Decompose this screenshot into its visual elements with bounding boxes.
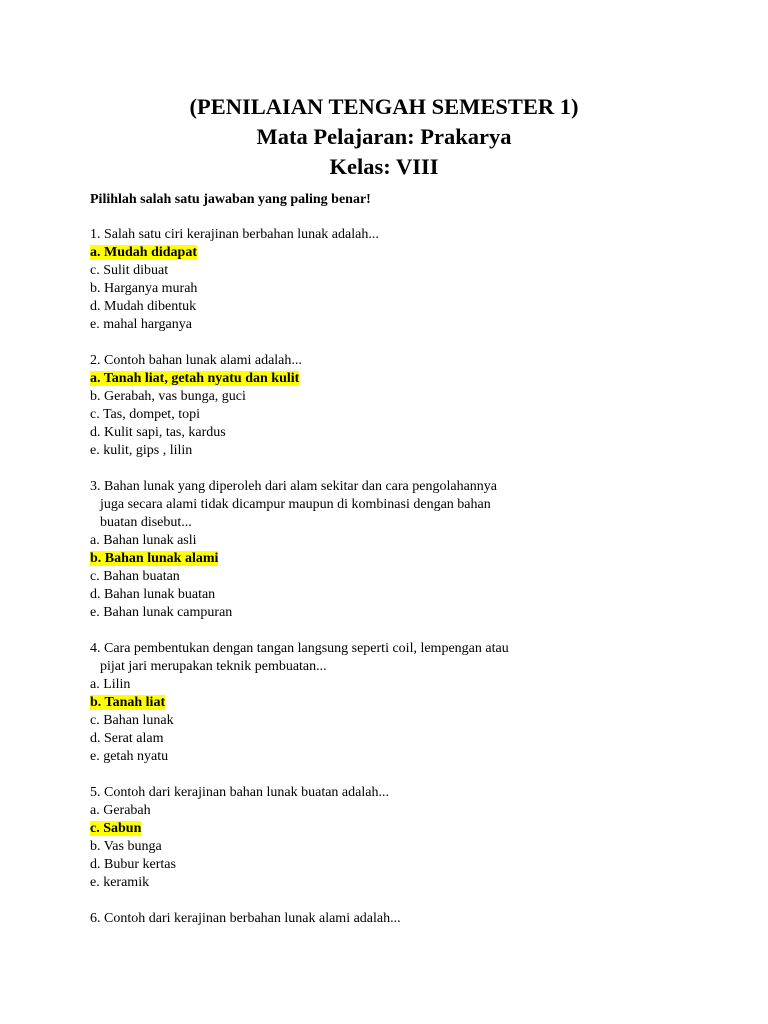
answer-option-label: b. Tanah liat [90,695,166,710]
question-text: pijat jari merupakan teknik pembuatan... [100,659,327,674]
answer-option-label: d. Mudah dibentuk [90,299,197,314]
question-text: 2. Contoh bahan lunak alami adalah... [90,353,302,368]
question-text: buatan disebut... [100,515,192,530]
answer-option-correct [90,694,730,712]
answer-option-label: c. Sulit dibuat [90,263,169,278]
document-header [0,92,768,182]
answer-option-label: e. getah nyatu [90,749,169,764]
answer-option-label: e. mahal harganya [90,317,192,332]
answer-option [90,838,730,856]
answer-option-correct [90,820,730,838]
answer-option [90,856,730,874]
question-list [90,226,730,946]
answer-option-label: b. Gerabah, vas bunga, guci [90,389,246,404]
answer-option [90,406,730,424]
answer-option-label: e. keramik [90,875,150,890]
answer-option [90,802,730,820]
question-item [90,478,730,622]
answer-option [90,730,730,748]
answer-option-label: c. Bahan lunak [90,713,174,728]
answer-option-correct [90,244,730,262]
answer-option-label: a. Gerabah [90,803,151,818]
answer-option [90,388,730,406]
question-text: 4. Cara pembentukan dengan tangan langsung seperti coil, lempengan atau [90,641,509,656]
answer-option-label: a. Lilin [90,677,131,692]
answer-option [90,874,730,892]
question-text: 1. Salah satu ciri kerajinan berbahan lunak adalah... [90,227,379,242]
answer-option-label: d. Bubur kertas [90,857,176,872]
answer-option [90,748,730,766]
header-class: Kelas: VIII [329,154,439,179]
question-item [90,640,730,766]
answer-option-label: b. Vas bunga [90,839,162,854]
answer-option-label: b. Bahan lunak alami [90,551,219,566]
answer-option [90,280,730,298]
answer-option-correct [90,370,730,388]
question-text: 3. Bahan lunak yang diperoleh dari alam sekitar dan cara pengolahannya [90,479,498,494]
answer-option-label: a. Bahan lunak asli [90,533,197,548]
header-exam-title: (PENILAIAN TENGAH SEMESTER 1) [189,94,579,119]
header-subject: Mata Pelajaran: Prakarya [256,124,512,149]
answer-option [90,532,730,550]
answer-option [90,262,730,280]
question-text: juga secara alami tidak dicampur maupun di kombinasi dengan bahan [100,497,491,512]
answer-option-label: c. Tas, dompet, topi [90,407,200,422]
answer-option-correct [90,550,730,568]
answer-option [90,316,730,334]
answer-option-label: c. Sabun [90,821,142,836]
answer-option-label: b. Harganya murah [90,281,198,296]
question-item [90,910,730,928]
question-item [90,352,730,460]
answer-option [90,568,730,586]
answer-option-label: e. Bahan lunak campuran [90,605,233,620]
answer-option [90,424,730,442]
question-text: 5. Contoh dari kerajinan bahan lunak buatan adalah... [90,785,389,800]
answer-option [90,586,730,604]
answer-option-label: e. kulit, gips , lilin [90,443,193,458]
question-item [90,226,730,334]
answer-option-label: c. Bahan buatan [90,569,180,584]
answer-option [90,298,730,316]
answer-option-label: d. Kulit sapi, tas, kardus [90,425,226,440]
answer-option [90,676,730,694]
answer-option-label: d. Serat alam [90,731,164,746]
answer-option-label: a. Tanah liat, getah nyatu dan kulit [90,371,300,386]
instruction-text: Pilihlah salah satu jawaban yang paling benar! [90,192,371,207]
answer-option-label: a. Mudah didapat [90,245,197,260]
answer-option-label: d. Bahan lunak buatan [90,587,216,602]
answer-option [90,712,730,730]
question-item [90,784,730,892]
question-text: 6. Contoh dari kerajinan berbahan lunak alami adalah... [90,911,401,926]
answer-option [90,604,730,622]
answer-option [90,442,730,460]
